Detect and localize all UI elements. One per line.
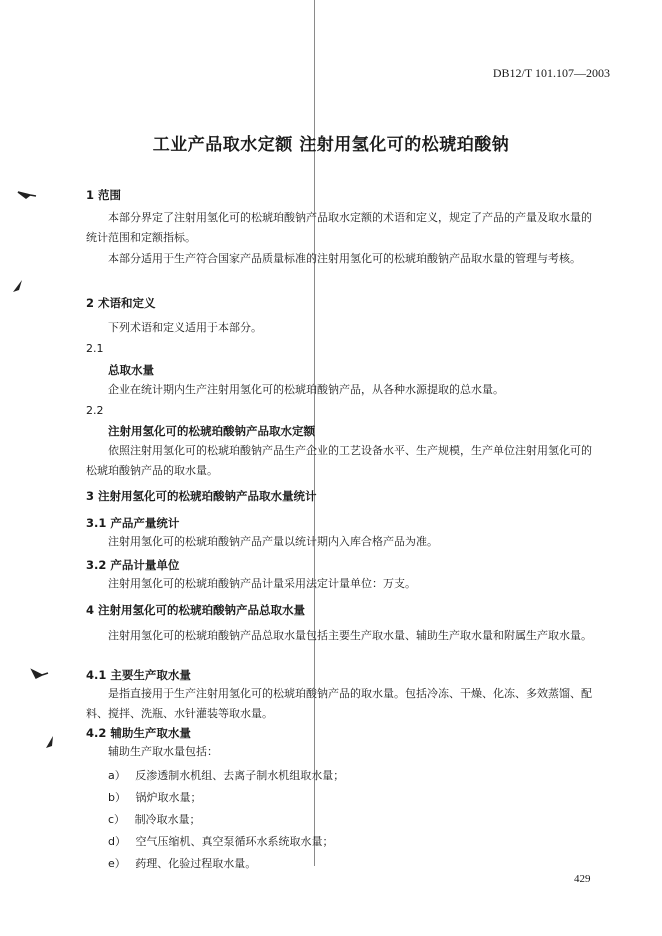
section-1-paragraph: 本部分适用于生产符合国家产品质量标准的注射用氢化可的松琥珀酸钠产品取水量的管理与考核。 (108, 252, 581, 265)
subsection-text: 注射用氢化可的松琥珀酸钠产品产量以统计期内入库合格产品为准。 (108, 535, 438, 548)
list-item-text: 制冷取水量； (134, 813, 201, 826)
page-title: 工业产品取水定额 注射用氢化可的松琥珀酸钠 (152, 135, 510, 155)
term-heading: 注射用氢化可的松琥珀酸钠产品取水定额 (108, 424, 315, 438)
list-item-label: a） (108, 769, 126, 782)
list-item-text: 药理、化验过程取水量。 (135, 857, 257, 870)
scan-arrow-mark (44, 734, 58, 750)
scan-arrow-mark (30, 668, 50, 680)
subsection-text: 注射用氢化可的松琥珀酸钠产品计量采用法定计量单位：万支。 (108, 577, 416, 590)
section-3-heading: 3 注射用氢化可的松琥珀酸钠产品取水量统计 (86, 489, 317, 503)
list-item (108, 810, 201, 830)
term-number: 2.2 (86, 404, 104, 417)
term-definition: 企业在统计期内生产注射用氢化可的松琥珀酸钠产品，从各种水源提取的总水量。 (108, 383, 504, 396)
section-1-paragraph: 本部分界定了注射用氢化可的松琥珀酸钠产品取水定额的术语和定义，规定了产品的产量及取水量的统计范围和定额指标。 (86, 211, 592, 244)
page-number: 429 (574, 873, 591, 885)
list-item-label: c） (108, 813, 126, 826)
section-2-heading: 2 术语和定义 (86, 296, 156, 310)
subsection-heading: 4.2 辅助生产取水量 (86, 726, 191, 740)
list-item-text: 空气压缩机、真空泵循环水系统取水量； (135, 835, 334, 848)
subsection-heading: 3.1 产品产量统计 (86, 516, 180, 530)
subsection-intro: 辅助生产取水量包括： (108, 745, 218, 758)
section-4-heading: 4 注射用氢化可的松琥珀酸钠产品总取水量 (86, 603, 306, 617)
scan-arrow-mark (10, 278, 26, 294)
list-item-label: b） (108, 791, 126, 804)
section-1-heading: 1 范围 (86, 188, 122, 202)
subsection-text: 是指直接用于生产注射用氢化可的松琥珀酸钠产品的取水量。包括冷冻、干燥、化冻、多效蒸馏、配料、搅拌、洗瓶、水针灌装等取水量。 (86, 687, 592, 720)
term-definition: 依照注射用氢化可的松琥珀酸钠产品生产企业的工艺设备水平、生产规模，生产单位注射用氢化可的松琥珀酸钠产品的取水量。 (86, 444, 592, 477)
list-item (108, 854, 256, 874)
term-heading: 总取水量 (108, 363, 154, 377)
list-item (108, 788, 201, 808)
subsection-heading: 4.1 主要生产取水量 (86, 668, 191, 682)
list-item (108, 766, 344, 786)
list-item (108, 832, 333, 852)
scan-arrow-mark (16, 188, 38, 200)
list-item-text: 反渗透制水机组、去离子制水机组取水量； (135, 769, 345, 782)
list-item-text: 锅炉取水量； (135, 791, 202, 804)
section-4-paragraph: 注射用氢化可的松琥珀酸钠产品总取水量包括主要生产取水量、辅助生产取水量和附属生产取水量。 (108, 629, 592, 642)
list-item-label: e） (108, 857, 126, 870)
section-2-intro: 下列术语和定义适用于本部分。 (108, 321, 262, 334)
list-item-label: d） (108, 835, 126, 848)
subsection-heading: 3.2 产品计量单位 (86, 558, 180, 572)
standard-code: DB12/T 101.107—2003 (492, 66, 610, 80)
term-number: 2.1 (86, 342, 104, 355)
